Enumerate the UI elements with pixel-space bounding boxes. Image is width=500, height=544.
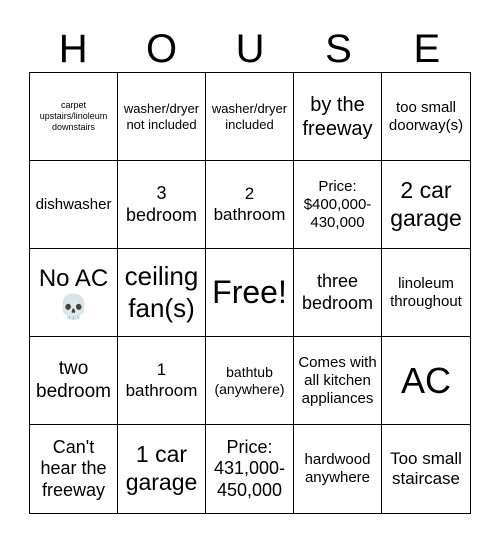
bingo-cell-label: Can't hear the freeway [40, 436, 107, 500]
bingo-cell-label: washer/dryer not included [123, 100, 200, 132]
header-letter-o: O [146, 27, 178, 71]
bingo-cell-label: AC [400, 359, 451, 401]
bingo-cell-label: washer/dryer included [211, 100, 288, 132]
bingo-cell[interactable] [30, 73, 118, 161]
bingo-cell[interactable] [206, 161, 294, 249]
bingo-cell[interactable] [294, 249, 382, 337]
bingo-cell[interactable] [206, 249, 294, 337]
bingo-cell-label: linoleum throughout [390, 274, 462, 310]
bingo-cell[interactable] [382, 161, 470, 249]
header-letter-u: U [235, 27, 265, 71]
bingo-cell-label: No AC [38, 265, 109, 293]
bingo-cell[interactable] [294, 425, 382, 513]
bingo-cell[interactable] [30, 337, 118, 425]
bingo-cell-label: dishwasher [35, 195, 112, 213]
bingo-cell[interactable] [30, 249, 118, 337]
bingo-cell[interactable] [118, 425, 206, 513]
bingo-cell-label: ceiling fan(s) [124, 261, 199, 323]
bingo-cell[interactable] [382, 337, 470, 425]
bingo-cell[interactable] [206, 73, 294, 161]
bingo-cell-label: hardwood anywhere [304, 451, 371, 486]
bingo-cell-label: 3 bedroom [125, 182, 198, 225]
header-letter-h: H [58, 27, 88, 71]
bingo-cell[interactable] [382, 425, 470, 513]
bingo-cell-label: 1 car garage [125, 441, 198, 495]
bingo-cell[interactable] [294, 73, 382, 161]
bingo-cell-label: Price: $400,000-430,000 [303, 177, 372, 231]
bingo-cell[interactable] [30, 425, 118, 513]
bingo-cell[interactable] [30, 161, 118, 249]
bingo-cell-label: Comes with all kitchen appliances [298, 353, 377, 407]
header-letter-e: E [413, 27, 441, 71]
bingo-cell-label: Too small staircase [390, 448, 462, 488]
bingo-cell-label: Price: 431,000-450,000 [213, 436, 286, 500]
bingo-cell-label: three bedroom [301, 270, 374, 313]
bingo-header [29, 26, 471, 72]
bingo-cell-label: carpet upstairs/linoleum downstairs [39, 100, 108, 132]
bingo-cell-label: Free! [212, 274, 287, 311]
bingo-cell-label: by the freeway [302, 93, 373, 140]
bingo-cell[interactable] [294, 337, 382, 425]
bingo-cell-label: two bedroom [36, 357, 111, 402]
bingo-cell[interactable] [206, 425, 294, 513]
bingo-cell[interactable] [118, 73, 206, 161]
bingo-cell[interactable] [118, 337, 206, 425]
header-letter-s: S [325, 27, 352, 71]
bingo-cell-label: 1 bathroom [125, 360, 198, 400]
bingo-cell-label: bathtub (anywhere) [214, 363, 285, 397]
bingo-cell-label: 2 car garage [390, 176, 462, 231]
bingo-cell[interactable] [294, 161, 382, 249]
skull-icon: 💀 [58, 293, 89, 321]
bingo-cell[interactable] [118, 249, 206, 337]
bingo-cell-label: too small doorway(s) [388, 98, 464, 134]
bingo-cell[interactable] [382, 73, 470, 161]
bingo-cell-label: 2 bathroom [213, 184, 286, 224]
bingo-cell[interactable] [382, 249, 470, 337]
bingo-cell[interactable] [206, 337, 294, 425]
bingo-grid [29, 72, 471, 514]
bingo-cell[interactable] [118, 161, 206, 249]
